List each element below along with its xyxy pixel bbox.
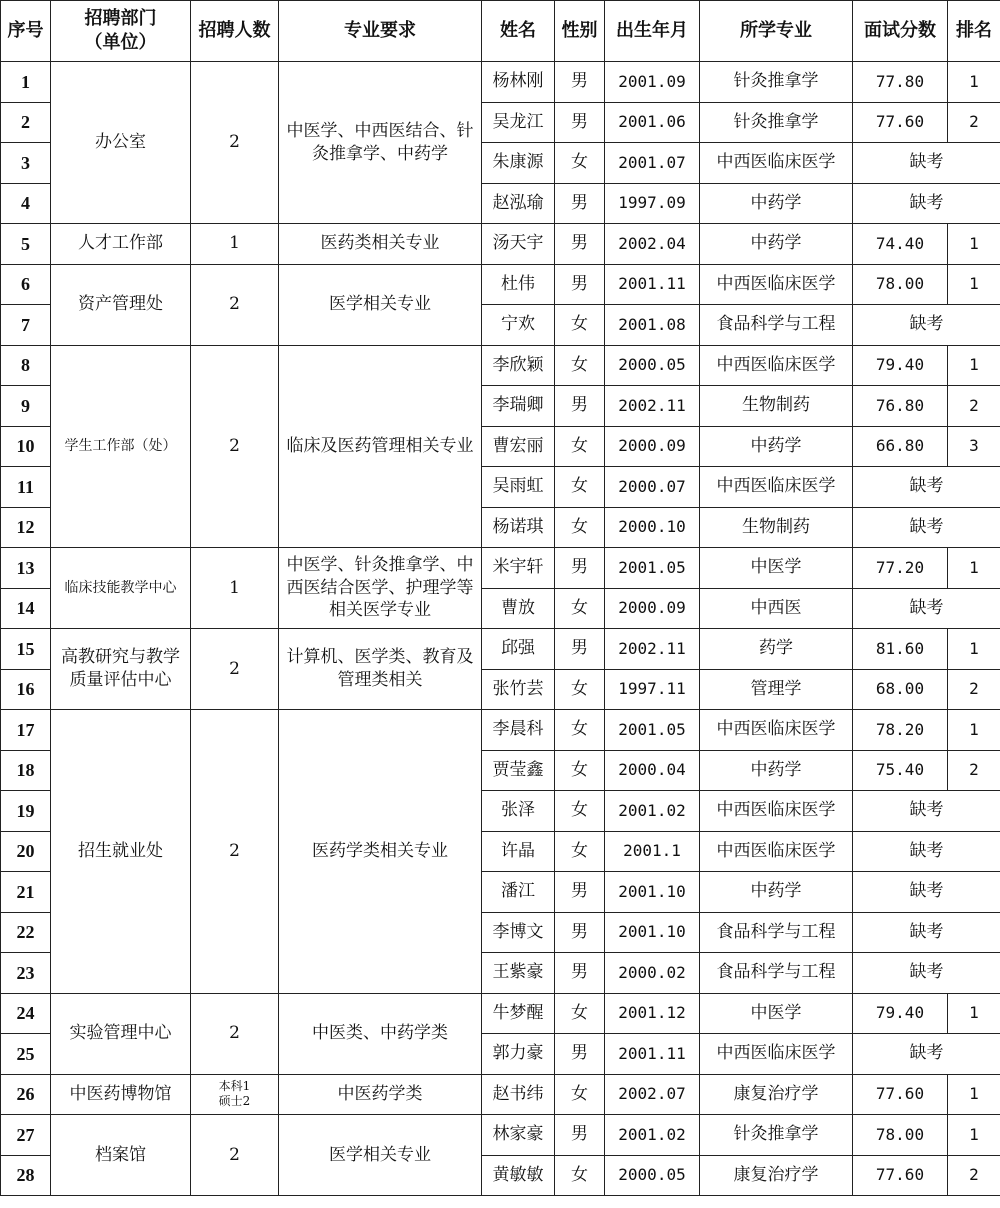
absent-cell: 缺考	[853, 143, 1000, 184]
major-cell: 中西医临床医学	[700, 345, 853, 386]
row-seq: 11	[1, 467, 51, 508]
requirement-cell: 医药类相关专业	[279, 224, 482, 265]
gender-cell: 男	[555, 224, 605, 265]
dept-cell: 学生工作部（处）	[51, 345, 191, 548]
count-cell: 1	[191, 548, 279, 629]
header-dept-line2: （单位）	[84, 32, 157, 53]
name-cell: 李瑞卿	[482, 386, 555, 427]
gender-cell: 男	[555, 548, 605, 589]
gender-cell: 女	[555, 993, 605, 1034]
gender-cell: 男	[555, 264, 605, 305]
name-cell: 赵泓瑜	[482, 183, 555, 224]
score-cell: 78.00	[853, 1115, 948, 1156]
name-cell: 吴雨虹	[482, 467, 555, 508]
gender-cell: 女	[555, 143, 605, 184]
major-cell: 药学	[700, 629, 853, 670]
birth-cell: 2001.02	[605, 791, 700, 832]
header-major: 所学专业	[700, 1, 853, 62]
name-cell: 郭力豪	[482, 1034, 555, 1075]
absent-cell: 缺考	[853, 831, 1000, 872]
dept-cell: 资产管理处	[51, 264, 191, 345]
name-cell: 贾莹鑫	[482, 750, 555, 791]
rank-cell: 2	[948, 750, 1000, 791]
row-seq: 25	[1, 1034, 51, 1075]
birth-cell: 1997.11	[605, 669, 700, 710]
birth-cell: 2000.09	[605, 426, 700, 467]
gender-cell: 男	[555, 912, 605, 953]
birth-cell: 2002.11	[605, 629, 700, 670]
requirement-cell: 计算机、医学类、教育及管理类相关	[279, 629, 482, 710]
major-cell: 针灸推拿学	[700, 1115, 853, 1156]
dept-cell: 人才工作部	[51, 224, 191, 265]
major-cell: 中西医临床医学	[700, 831, 853, 872]
row-seq: 9	[1, 386, 51, 427]
name-cell: 汤天宇	[482, 224, 555, 265]
requirement-cell: 中医学、中西医结合、针灸推拿学、中药学	[279, 62, 482, 224]
rank-cell: 1	[948, 629, 1000, 670]
name-cell: 张泽	[482, 791, 555, 832]
row-seq: 5	[1, 224, 51, 265]
major-cell: 康复治疗学	[700, 1074, 853, 1115]
row-seq: 17	[1, 710, 51, 751]
name-cell: 王紫豪	[482, 953, 555, 994]
name-cell: 黄敏敏	[482, 1155, 555, 1196]
row-seq: 22	[1, 912, 51, 953]
header-count: 招聘人数	[191, 1, 279, 62]
requirement-cell: 医学相关专业	[279, 1115, 482, 1196]
rank-cell: 1	[948, 1074, 1000, 1115]
rank-cell: 2	[948, 386, 1000, 427]
gender-cell: 女	[555, 507, 605, 548]
count-cell: 2	[191, 629, 279, 710]
birth-cell: 2000.05	[605, 1155, 700, 1196]
requirement-cell: 医学相关专业	[279, 264, 482, 345]
row-seq: 18	[1, 750, 51, 791]
absent-cell: 缺考	[853, 953, 1000, 994]
table-row	[1, 62, 1000, 103]
name-cell: 李晨科	[482, 710, 555, 751]
score-cell: 77.60	[853, 1074, 948, 1115]
major-cell: 中药学	[700, 872, 853, 913]
requirement-cell: 临床及医药管理相关专业	[279, 345, 482, 548]
rank-cell: 1	[948, 224, 1000, 265]
header-row	[1, 1, 1000, 62]
table-row	[1, 224, 1000, 265]
major-cell: 生物制药	[700, 386, 853, 427]
gender-cell: 男	[555, 1115, 605, 1156]
gender-cell: 女	[555, 710, 605, 751]
gender-cell: 男	[555, 872, 605, 913]
major-cell: 食品科学与工程	[700, 305, 853, 346]
birth-cell: 2000.04	[605, 750, 700, 791]
birth-cell: 2001.07	[605, 143, 700, 184]
table-row	[1, 345, 1000, 386]
table-row	[1, 264, 1000, 305]
name-cell: 潘江	[482, 872, 555, 913]
rank-cell: 1	[948, 1115, 1000, 1156]
birth-cell: 1997.09	[605, 183, 700, 224]
gender-cell: 男	[555, 102, 605, 143]
major-cell: 针灸推拿学	[700, 62, 853, 103]
absent-cell: 缺考	[853, 912, 1000, 953]
score-cell: 78.00	[853, 264, 948, 305]
row-seq: 24	[1, 993, 51, 1034]
birth-cell: 2001.10	[605, 912, 700, 953]
birth-cell: 2000.05	[605, 345, 700, 386]
absent-cell: 缺考	[853, 872, 1000, 913]
rank-cell: 2	[948, 1155, 1000, 1196]
major-cell: 中西医临床医学	[700, 1034, 853, 1075]
name-cell: 朱康源	[482, 143, 555, 184]
gender-cell: 男	[555, 1034, 605, 1075]
dept-cell: 招生就业处	[51, 710, 191, 994]
name-cell: 李博文	[482, 912, 555, 953]
score-cell: 81.60	[853, 629, 948, 670]
header-gender: 性别	[555, 1, 605, 62]
count-cell: 2	[191, 993, 279, 1074]
gender-cell: 女	[555, 426, 605, 467]
major-cell: 中医学	[700, 993, 853, 1034]
count-line: 本科1	[218, 1078, 251, 1093]
score-cell: 77.80	[853, 62, 948, 103]
gender-cell: 女	[555, 1074, 605, 1115]
row-seq: 27	[1, 1115, 51, 1156]
dept-cell: 临床技能教学中心	[51, 548, 191, 629]
birth-cell: 2001.05	[605, 548, 700, 589]
birth-cell: 2000.07	[605, 467, 700, 508]
birth-cell: 2001.12	[605, 993, 700, 1034]
count-line: 硕士2	[218, 1094, 251, 1109]
major-cell: 食品科学与工程	[700, 912, 853, 953]
score-cell: 79.40	[853, 993, 948, 1034]
birth-cell: 2000.09	[605, 588, 700, 629]
header-name: 姓名	[482, 1, 555, 62]
dept-cell: 办公室	[51, 62, 191, 224]
table-row	[1, 1074, 1000, 1115]
count-cell: 1	[191, 224, 279, 265]
row-seq: 2	[1, 102, 51, 143]
birth-cell: 2001.11	[605, 1034, 700, 1075]
major-cell: 中西医	[700, 588, 853, 629]
major-cell: 管理学	[700, 669, 853, 710]
count-cell: 2	[191, 710, 279, 994]
count-cell: 2	[191, 1115, 279, 1196]
count-cell: 2	[191, 62, 279, 224]
score-cell: 77.20	[853, 548, 948, 589]
birth-cell: 2001.05	[605, 710, 700, 751]
requirement-cell: 中医药学类	[279, 1074, 482, 1115]
birth-cell: 2001.09	[605, 62, 700, 103]
name-cell: 宁欢	[482, 305, 555, 346]
major-cell: 中医学	[700, 548, 853, 589]
name-cell: 林家豪	[482, 1115, 555, 1156]
gender-cell: 女	[555, 750, 605, 791]
header-requirement: 专业要求	[279, 1, 482, 62]
table-row	[1, 629, 1000, 670]
score-cell: 78.20	[853, 710, 948, 751]
birth-cell: 2000.10	[605, 507, 700, 548]
major-cell: 生物制药	[700, 507, 853, 548]
row-seq: 8	[1, 345, 51, 386]
major-cell: 中药学	[700, 183, 853, 224]
birth-cell: 2001.11	[605, 264, 700, 305]
birth-cell: 2001.02	[605, 1115, 700, 1156]
row-seq: 21	[1, 872, 51, 913]
gender-cell: 女	[555, 669, 605, 710]
gender-cell: 女	[555, 588, 605, 629]
gender-cell: 男	[555, 183, 605, 224]
score-cell: 79.40	[853, 345, 948, 386]
row-seq: 3	[1, 143, 51, 184]
major-cell: 针灸推拿学	[700, 102, 853, 143]
row-seq: 23	[1, 953, 51, 994]
birth-cell: 2001.10	[605, 872, 700, 913]
birth-cell: 2002.11	[605, 386, 700, 427]
name-cell: 曹宏丽	[482, 426, 555, 467]
table-row	[1, 993, 1000, 1034]
gender-cell: 男	[555, 953, 605, 994]
requirement-cell: 医药学类相关专业	[279, 710, 482, 994]
gender-cell: 男	[555, 62, 605, 103]
requirement-cell: 中医学、针灸推拿学、中西医结合医学、护理学等相关医学专业	[279, 548, 482, 629]
header-birth: 出生年月	[605, 1, 700, 62]
score-cell: 74.40	[853, 224, 948, 265]
rank-cell: 1	[948, 345, 1000, 386]
name-cell: 许晶	[482, 831, 555, 872]
birth-cell: 2002.07	[605, 1074, 700, 1115]
row-seq: 16	[1, 669, 51, 710]
row-seq: 13	[1, 548, 51, 589]
absent-cell: 缺考	[853, 791, 1000, 832]
count-cell: 2	[191, 345, 279, 548]
row-seq: 12	[1, 507, 51, 548]
table-row	[1, 1115, 1000, 1156]
major-cell: 康复治疗学	[700, 1155, 853, 1196]
name-cell: 杜伟	[482, 264, 555, 305]
header-dept-line1: 招聘部门	[84, 7, 157, 29]
major-cell: 中西医临床医学	[700, 143, 853, 184]
score-cell: 77.60	[853, 102, 948, 143]
absent-cell: 缺考	[853, 305, 1000, 346]
header-score: 面试分数	[853, 1, 948, 62]
rank-cell: 3	[948, 426, 1000, 467]
rank-cell: 1	[948, 62, 1000, 103]
major-cell: 中西医临床医学	[700, 264, 853, 305]
score-cell: 77.60	[853, 1155, 948, 1196]
gender-cell: 女	[555, 791, 605, 832]
table-row	[1, 710, 1000, 751]
name-cell: 杨林刚	[482, 62, 555, 103]
name-cell: 赵书纬	[482, 1074, 555, 1115]
absent-cell: 缺考	[853, 1034, 1000, 1075]
absent-cell: 缺考	[853, 588, 1000, 629]
row-seq: 20	[1, 831, 51, 872]
gender-cell: 男	[555, 386, 605, 427]
rank-cell: 1	[948, 548, 1000, 589]
birth-cell: 2001.1	[605, 831, 700, 872]
major-cell: 中药学	[700, 224, 853, 265]
major-cell: 中西医临床医学	[700, 467, 853, 508]
score-cell: 75.40	[853, 750, 948, 791]
dept-cell: 实验管理中心	[51, 993, 191, 1074]
major-cell: 中药学	[700, 750, 853, 791]
rank-cell: 2	[948, 102, 1000, 143]
name-cell: 吴龙江	[482, 102, 555, 143]
header-rank: 排名	[948, 1, 1000, 62]
row-seq: 19	[1, 791, 51, 832]
row-seq: 26	[1, 1074, 51, 1115]
rank-cell: 2	[948, 669, 1000, 710]
row-seq: 1	[1, 62, 51, 103]
row-seq: 28	[1, 1155, 51, 1196]
score-cell: 66.80	[853, 426, 948, 467]
count-cell: 2	[191, 264, 279, 345]
header-dept	[51, 1, 191, 62]
row-seq: 7	[1, 305, 51, 346]
name-cell: 米宇轩	[482, 548, 555, 589]
absent-cell: 缺考	[853, 467, 1000, 508]
dept-cell: 中医药博物馆	[51, 1074, 191, 1115]
score-cell: 76.80	[853, 386, 948, 427]
absent-cell: 缺考	[853, 183, 1000, 224]
row-seq: 14	[1, 588, 51, 629]
row-seq: 4	[1, 183, 51, 224]
gender-cell: 女	[555, 831, 605, 872]
name-cell: 杨诺琪	[482, 507, 555, 548]
birth-cell: 2000.02	[605, 953, 700, 994]
birth-cell: 2001.08	[605, 305, 700, 346]
rank-cell: 1	[948, 993, 1000, 1034]
dept-cell: 高教研究与教学质量评估中心	[51, 629, 191, 710]
name-cell: 曹放	[482, 588, 555, 629]
header-seq: 序号	[1, 1, 51, 62]
name-cell: 邱强	[482, 629, 555, 670]
major-cell: 中药学	[700, 426, 853, 467]
gender-cell: 女	[555, 345, 605, 386]
count-cell	[191, 1074, 279, 1115]
rank-cell: 1	[948, 710, 1000, 751]
birth-cell: 2002.04	[605, 224, 700, 265]
gender-cell: 女	[555, 1155, 605, 1196]
dept-cell: 档案馆	[51, 1115, 191, 1196]
gender-cell: 女	[555, 305, 605, 346]
table-row	[1, 548, 1000, 589]
name-cell: 张竹芸	[482, 669, 555, 710]
birth-cell: 2001.06	[605, 102, 700, 143]
row-seq: 6	[1, 264, 51, 305]
absent-cell: 缺考	[853, 507, 1000, 548]
name-cell: 牛梦醒	[482, 993, 555, 1034]
rank-cell: 1	[948, 264, 1000, 305]
row-seq: 10	[1, 426, 51, 467]
table-body	[1, 62, 1000, 1196]
major-cell: 中西医临床医学	[700, 710, 853, 751]
row-seq: 15	[1, 629, 51, 670]
major-cell: 食品科学与工程	[700, 953, 853, 994]
name-cell: 李欣颖	[482, 345, 555, 386]
gender-cell: 男	[555, 629, 605, 670]
score-cell: 68.00	[853, 669, 948, 710]
requirement-cell: 中医类、中药学类	[279, 993, 482, 1074]
gender-cell: 女	[555, 467, 605, 508]
major-cell: 中西医临床医学	[700, 791, 853, 832]
